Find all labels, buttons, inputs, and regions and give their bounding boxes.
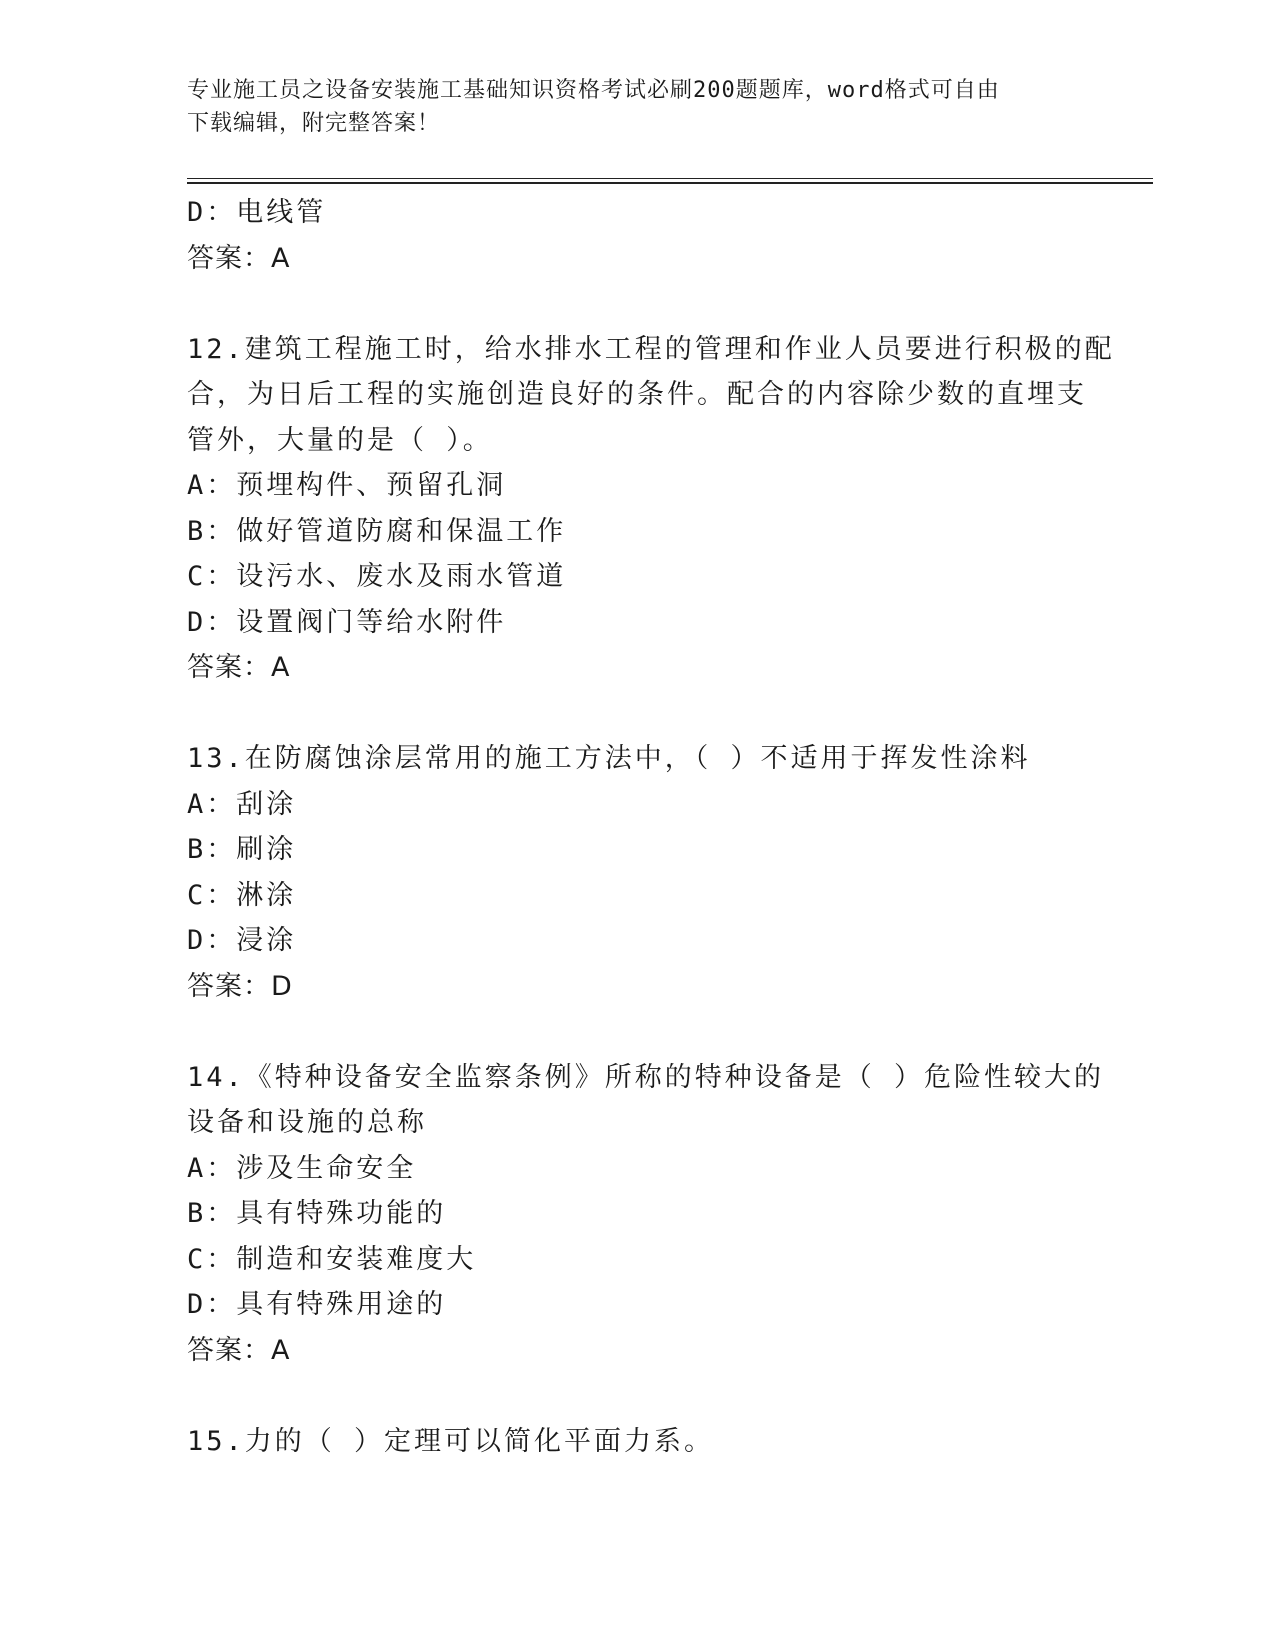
- question-14: [187, 1055, 1105, 1374]
- option-c: C：淋涂: [187, 879, 297, 911]
- answer: 答案：A: [187, 1334, 291, 1366]
- question-stem-line: 15.力的（ ）定理可以简化平面力系。: [187, 1425, 715, 1457]
- page-header: [187, 74, 1067, 140]
- question-stem-line: 12.建筑工程施工时，给水排水工程的管理和作业人员要进行积极的配: [187, 333, 1115, 365]
- header-divider-thick: [187, 182, 1153, 184]
- option-b: B：刷涂: [187, 834, 297, 865]
- answer: 答案：A: [187, 242, 291, 274]
- header-line-2: 下载编辑，附完整答案！: [187, 111, 441, 136]
- question-stem-line: 13.在防腐蚀涂层常用的施工方法中，（ ）不适用于挥发性涂料: [187, 743, 1031, 774]
- question-stem-line: 14.《特种设备安全监察条例》所称的特种设备是（ ）危险性较大的: [187, 1061, 1105, 1093]
- answer: 答案：A: [187, 652, 291, 683]
- question-content: [187, 190, 1115, 1464]
- question-12: [187, 327, 1115, 691]
- option-d: D：浸涂: [187, 925, 297, 956]
- option-a: A：预埋构件、预留孔洞: [187, 470, 507, 501]
- question-stem-line: 合，为日后工程的实施创造良好的条件。配合的内容除少数的直埋支: [187, 379, 1087, 410]
- option-c: C：制造和安装难度大: [187, 1243, 477, 1275]
- option-a: A：刮涂: [187, 788, 297, 820]
- question-stem-line: 设备和设施的总称: [187, 1107, 427, 1138]
- option-b: B：具有特殊功能的: [187, 1198, 447, 1229]
- spacer: [187, 281, 1087, 327]
- option-d: D：设置阀门等给水附件: [187, 606, 507, 638]
- header-line-1: 专业施工员之设备安装施工基础知识资格考试必刷200题题库，word格式可自由: [187, 78, 1000, 103]
- option-a: A：涉及生命安全: [187, 1152, 417, 1184]
- option-b: B：做好管道防腐和保温工作: [187, 515, 567, 547]
- spacer: [187, 1373, 1087, 1419]
- option-c: C：设污水、废水及雨水管道: [187, 561, 567, 592]
- option-d: D：具有特殊用途的: [187, 1289, 447, 1320]
- question-stem-line: 管外，大量的是（ ）。: [187, 424, 493, 456]
- option-d: D：电线管: [187, 197, 327, 228]
- spacer: [187, 691, 1087, 737]
- header-divider-thin: [187, 178, 1153, 179]
- spacer: [187, 1009, 1087, 1055]
- answer: 答案：D: [187, 970, 293, 1002]
- question-15: [187, 1419, 1087, 1465]
- question-13: [187, 736, 1087, 1009]
